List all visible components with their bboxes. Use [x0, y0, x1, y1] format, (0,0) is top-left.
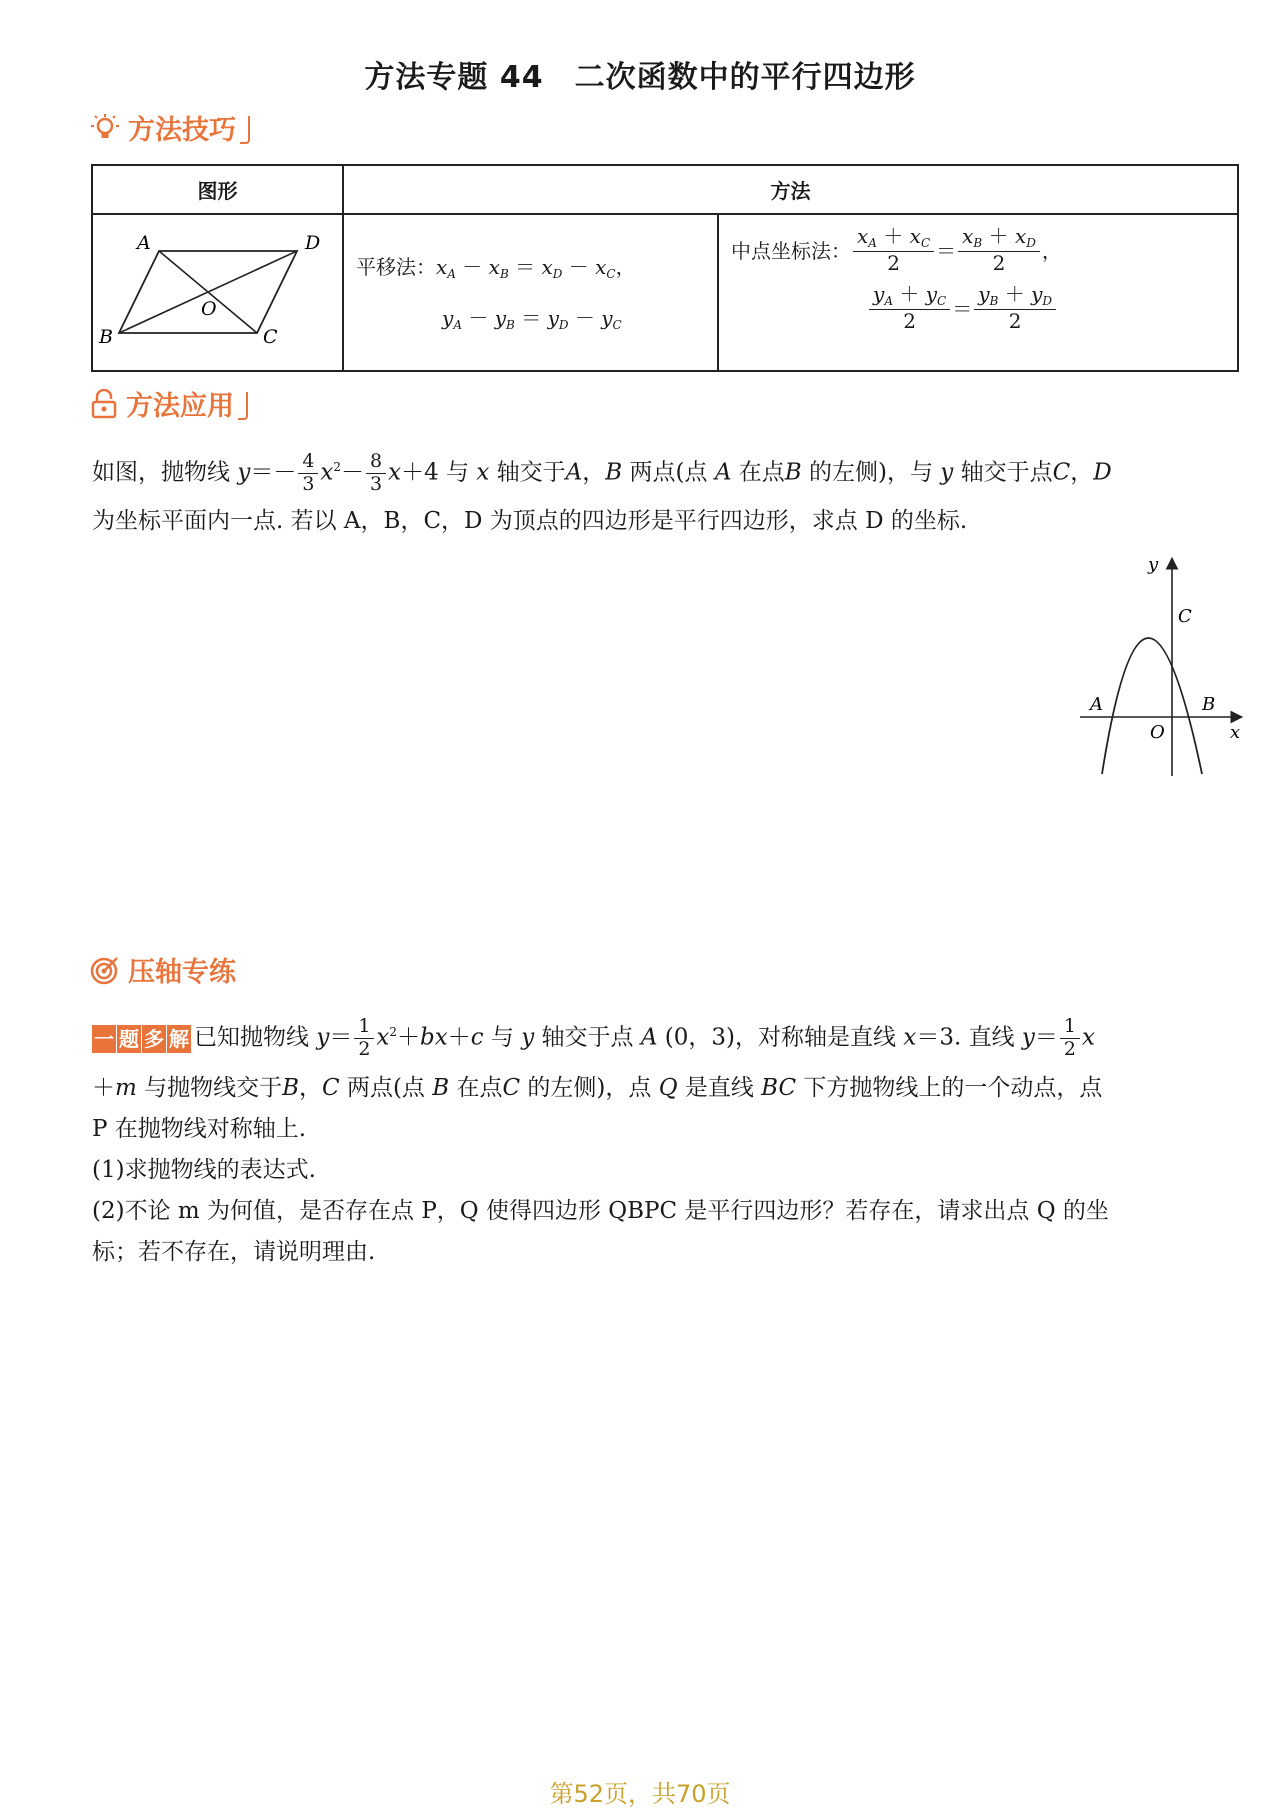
figure-label-d: D [305, 232, 321, 254]
translation-label: 平移法： [356, 255, 436, 279]
table-head-method: 方法 [343, 165, 1238, 214]
lock-icon [90, 389, 118, 419]
figure-label-a: A [137, 232, 151, 254]
practice-line-1: 一 题 多 解 已知抛物线 y＝ $\frac{1}{2}$ $x^2+bx+c$ 与 y 轴交于点 A (0，3)，对称轴是直线 x＝3. 直线 y＝ $\frac{1}{2}$ x [94, 1015, 1095, 1061]
target-icon [90, 955, 120, 985]
practice-line-3: P 在抛物线对称轴上. [92, 1115, 307, 1142]
parabola-curve [1102, 638, 1202, 774]
figure-label-b: B [99, 326, 113, 348]
practice-question-2b: 标；若不存在，请说明理由. [92, 1238, 376, 1265]
section-tips-header [90, 108, 236, 147]
table-head-figure: 图形 [92, 165, 343, 214]
parabola-graph [1070, 552, 1250, 782]
graph-label-o: O [1150, 722, 1165, 743]
table-cell-translation [343, 214, 718, 371]
graph-label-x: x [1230, 722, 1241, 743]
example-line-1: 如图，抛物线 y＝－ $\frac{4}{3}$ $x^2-$ $\frac{8}{3}$ x＋4 与 x 轴交于A，B 两点(点 A 在点B 的左侧)，与 y 轴交于点C，D [92, 450, 1112, 496]
section-apply-title: 方法应用 [126, 391, 234, 422]
section-practice-header [90, 950, 236, 989]
practice-line-2: ＋m 与抛物线交于B，C 两点(点 B 在点C 的左侧)，点 Q 是直线 BC 下方抛物线上的一个动点，点 [92, 1074, 1103, 1101]
table-cell-figure [92, 214, 343, 371]
section-practice-title: 压轴专练 [128, 957, 236, 988]
figure-label-o: O [201, 298, 217, 320]
lightbulb-icon [90, 113, 120, 143]
page-title: 方法专题 44 二次函数中的平行四边形 [364, 60, 916, 95]
translation-formula-y: $y_A - y_B = y_D - y_C$ [442, 306, 622, 332]
practice-question-1: (1)求抛物线的表达式. [92, 1156, 316, 1183]
example-problem [92, 436, 1242, 538]
graph-label-b: B [1202, 694, 1216, 715]
midpoint-formula-y: $\frac{y_A + y_C}{2}$ ＝ $\frac{y_B + y_D}{2}$ [731, 283, 1237, 333]
parallelogram-figure [93, 215, 340, 365]
graph-label-y: y [1148, 554, 1159, 575]
method-table [91, 164, 1239, 372]
practice-problem [92, 1002, 1242, 1273]
figure-label-c: C [263, 326, 278, 348]
example-line-2: 为坐标平面内一点. 若以 A，B，C，D 为顶点的四边形是平行四边形，求点 D 的坐标. [92, 507, 968, 534]
midpoint-formula-x: $\frac{x_A + x_C}{2}$ ＝ $\frac{x_B + x_D}{2}$ ， [851, 225, 1062, 275]
table-cell-midpoint [718, 214, 1238, 371]
midpoint-label: 中点坐标法： [731, 239, 851, 264]
graph-label-a: A [1090, 694, 1103, 715]
graph-label-c: C [1178, 606, 1192, 627]
page-footer: 第52页，共70页 [549, 1780, 731, 1808]
translation-formula-x: $x_A - x_B = x_D - x_C$， [436, 255, 636, 281]
section-apply-header [90, 384, 234, 423]
badge-multi-solution: 一 题 多 解 [94, 1026, 189, 1051]
section-tips-title: 方法技巧 [128, 115, 236, 146]
practice-question-2a: (2)不论 m 为何值，是否存在点 P，Q 使得四边形 QBPC 是平行四边形？若存在，请求出点 Q 的坐 [92, 1197, 1109, 1224]
